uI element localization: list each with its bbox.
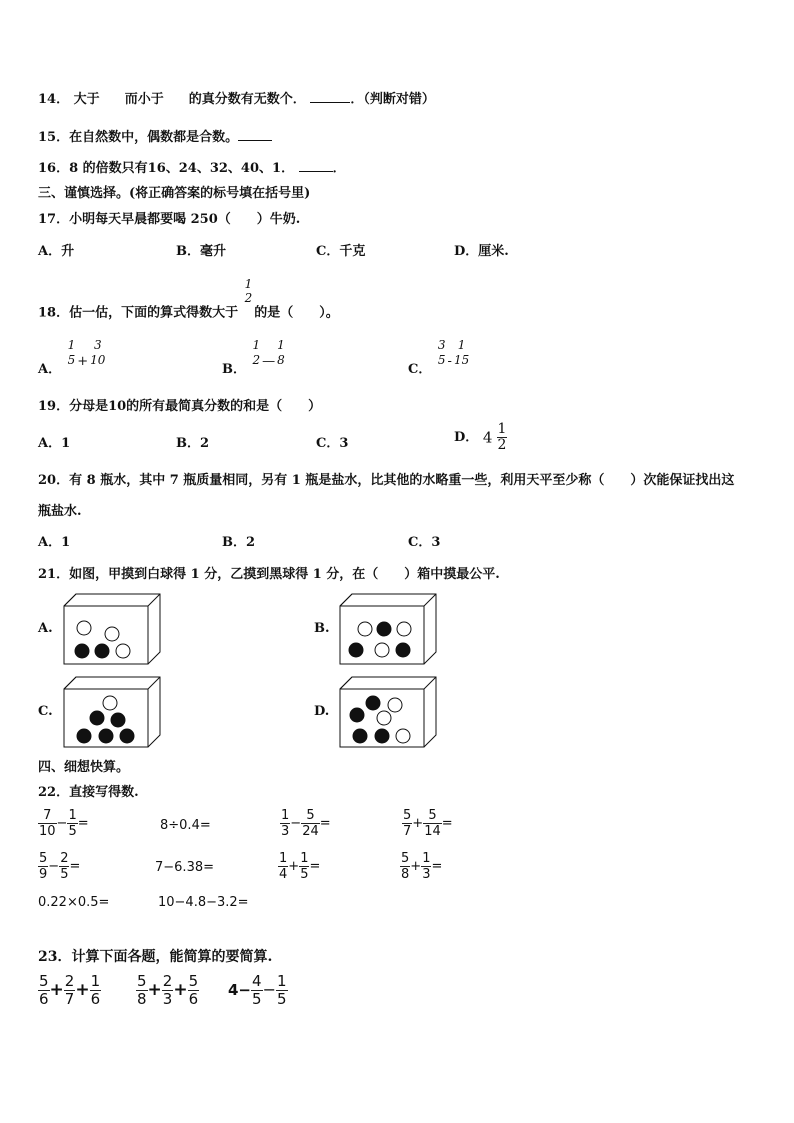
white-ball <box>397 622 411 636</box>
q18-option-c[interactable] <box>408 338 471 377</box>
black-ball <box>95 644 109 658</box>
q22-r1-c2[interactable]: 8÷0.4= <box>160 818 211 833</box>
q14-number: 14． <box>38 92 70 107</box>
operator: − <box>56 816 68 831</box>
question-22: 22．直接写得数. <box>38 785 139 800</box>
q18-b-frac2 <box>275 338 287 368</box>
q14-text-part2: 而小于 <box>124 92 164 107</box>
q22-r1-c1[interactable] <box>38 808 89 839</box>
q15-answer-blank[interactable] <box>238 140 272 141</box>
black-ball <box>350 708 364 722</box>
q15-text: 15．在自然数中，偶数都是合数。 <box>38 130 239 145</box>
black-ball <box>377 622 391 636</box>
num: 7 <box>43 808 52 823</box>
q23-expr-2[interactable] <box>136 973 199 1008</box>
q19-d-num: 1 <box>497 421 507 437</box>
num: 2 <box>60 851 69 866</box>
num: 5 <box>403 808 412 823</box>
den: 10 <box>39 824 56 839</box>
white-ball <box>103 696 117 710</box>
operator: + <box>288 859 300 874</box>
q22-r3-c2[interactable]: 10−4.8−3.2= <box>158 895 249 910</box>
num: 5 <box>39 851 48 866</box>
operator: − <box>262 980 276 999</box>
q14-text-part1: 大于 <box>73 92 100 107</box>
den: 5 <box>276 990 287 1008</box>
q14-text-part4: ．（判断对错） <box>350 92 435 107</box>
q18-a-frac1-num: 1 <box>67 338 76 352</box>
black-ball <box>90 711 104 725</box>
q19-option-b[interactable]: B．2 <box>176 436 210 451</box>
equals: = <box>309 859 321 874</box>
den: 5 <box>300 867 309 882</box>
q14-answer-blank[interactable] <box>310 102 350 103</box>
q16-text: 16．8 的倍数只有16、24、32、40、1． <box>38 161 295 176</box>
q16-answer-blank[interactable] <box>299 171 333 172</box>
q22-r3-c1[interactable]: 0.22×0.5= <box>38 895 110 910</box>
operator: − <box>48 859 60 874</box>
den: 3 <box>162 990 173 1008</box>
equals: = <box>441 816 453 831</box>
white-ball <box>358 622 372 636</box>
q19-option-c[interactable]: C．3 <box>316 436 349 451</box>
q18-option-a[interactable] <box>38 338 107 377</box>
question-14 <box>38 88 435 107</box>
q18-a-frac2-den: 10 <box>90 353 106 367</box>
q17-option-d[interactable]: D．厘米. <box>454 244 509 259</box>
q19-d-fraction <box>497 422 508 453</box>
den: 7 <box>64 990 75 1008</box>
num: 1 <box>279 851 288 866</box>
equals: = <box>69 859 81 874</box>
num: 2 <box>64 972 75 990</box>
q18-a-frac1-den: 5 <box>67 353 76 367</box>
den: 3 <box>281 824 290 839</box>
white-ball <box>77 621 91 635</box>
q16-tail: ． <box>332 161 346 176</box>
q23-expr-1[interactable] <box>38 973 101 1008</box>
q17-option-b[interactable]: B．毫升 <box>176 244 226 259</box>
num: 2 <box>162 972 173 990</box>
q22-r1-c3[interactable] <box>280 808 331 839</box>
lead: 4− <box>228 981 252 999</box>
q18-option-c-label: C． <box>408 361 432 377</box>
q19-d-mixed-number <box>483 422 508 453</box>
operator: + <box>147 980 162 1000</box>
white-ball <box>116 644 130 658</box>
black-ball <box>75 644 89 658</box>
q22-r2-c2[interactable]: 7−6.38= <box>155 860 215 875</box>
q18-b-frac2-num: 1 <box>277 338 285 352</box>
q18-a-operator: + <box>77 353 89 369</box>
white-ball <box>375 643 389 657</box>
num: 5 <box>428 808 437 823</box>
den: 5 <box>60 867 69 882</box>
num: 4 <box>252 972 262 990</box>
q22-r1-c4[interactable] <box>402 808 453 839</box>
q18-a-frac2-num: 3 <box>93 338 102 352</box>
num: 5 <box>401 851 410 866</box>
q18-c-frac1-den: 5 <box>437 353 446 367</box>
q18-option-b[interactable] <box>222 338 287 377</box>
q20-option-b[interactable]: B．2 <box>222 535 256 550</box>
den: 3 <box>422 867 431 882</box>
operator: + <box>49 980 64 1000</box>
white-ball <box>388 698 402 712</box>
black-ball <box>366 696 380 710</box>
black-ball <box>349 643 363 657</box>
num: 1 <box>90 972 101 990</box>
num: 1 <box>422 851 431 866</box>
q18-a-frac2 <box>88 338 107 368</box>
num: 5 <box>137 972 147 990</box>
question-17: 17．小明每天早晨都要喝 250（ ）牛奶. <box>38 212 301 227</box>
black-ball <box>99 729 113 743</box>
q18-half-numerator: 1 <box>244 277 253 291</box>
q21-option-a-label[interactable]: A. <box>38 621 53 636</box>
q20-option-c[interactable]: C．3 <box>408 535 441 550</box>
q21-box-b[interactable] <box>338 592 438 666</box>
q22-r2-c1[interactable] <box>38 851 80 882</box>
den: 5 <box>68 824 77 839</box>
num: 1 <box>276 972 287 990</box>
num: 5 <box>188 972 199 990</box>
q20-option-a[interactable]: A．1 <box>38 535 71 550</box>
equals: = <box>319 816 331 831</box>
q14-text-part3: 的真分数有无数个． <box>188 92 306 107</box>
q22-r2-c4[interactable] <box>400 851 442 882</box>
q18-option-b-label: B． <box>222 361 246 377</box>
black-ball <box>375 729 389 743</box>
q19-option-d[interactable] <box>454 422 507 453</box>
q17-option-c[interactable]: C．千克 <box>316 244 366 259</box>
operator: + <box>410 859 422 874</box>
equals: = <box>77 816 89 831</box>
q19-d-den: 2 <box>497 437 507 453</box>
q18-b-frac2-den: 8 <box>277 353 285 367</box>
white-ball <box>377 711 391 725</box>
q18-c-frac1-num: 3 <box>437 338 446 352</box>
q23-expr-3[interactable] <box>228 973 288 1008</box>
den: 24 <box>302 824 319 839</box>
black-ball <box>120 729 134 743</box>
q17-option-a[interactable]: A．升 <box>38 244 75 259</box>
den: 9 <box>39 867 48 882</box>
q21-box-a[interactable] <box>62 592 162 666</box>
q18-b-frac1-den: 2 <box>252 353 261 367</box>
black-ball <box>353 729 367 743</box>
q22-r2-c3[interactable] <box>278 851 320 882</box>
section-4-title: 四、细想快算。 <box>38 760 130 775</box>
q18-text-part1: 18．估一估，下面的算式得数大于 <box>38 305 239 321</box>
den: 8 <box>137 990 147 1008</box>
q19-option-a[interactable]: A．1 <box>38 436 71 451</box>
q18-half-denominator: 2 <box>244 291 253 305</box>
q21-box-c[interactable] <box>62 675 162 749</box>
den: 8 <box>401 867 410 882</box>
q18-a-frac1 <box>66 338 78 368</box>
num: 5 <box>306 808 315 823</box>
operator: + <box>173 980 188 1000</box>
q18-text-part2: 的是（ ）。 <box>254 305 339 321</box>
q18-b-frac1 <box>251 338 263 368</box>
num: 1 <box>300 851 309 866</box>
question-18 <box>38 277 339 327</box>
operator: − <box>290 816 302 831</box>
question-23: 23．计算下面各题，能简算的要简算. <box>38 949 273 965</box>
q21-option-d-label[interactable]: D. <box>314 704 330 719</box>
q18-b-operator: — <box>262 353 276 369</box>
operator: + <box>412 816 424 831</box>
q18-c-frac2-den: 15 <box>453 353 470 367</box>
q21-option-c-label[interactable]: C. <box>38 704 53 719</box>
question-21: 21．如图，甲摸到白球得 1 分，乙摸到黑球得 1 分，在（ ）箱中摸最公平. <box>38 567 500 582</box>
black-ball <box>77 729 91 743</box>
q19-d-whole: 4 <box>482 428 493 447</box>
den: 4 <box>279 867 288 882</box>
question-20-line1: 20．有 8 瓶水，其中 7 瓶质量相同，另有 1 瓶是盐水，比其他的水略重一些，利用天平至少称（ ）次能保证找出这 <box>38 473 735 488</box>
question-16 <box>38 157 346 176</box>
question-19: 19．分母是10的所有最简真分数的和是（ ） <box>38 399 322 414</box>
q18-c-frac2-num: 1 <box>457 338 466 352</box>
den: 7 <box>403 824 412 839</box>
den: 6 <box>188 990 199 1008</box>
den: 6 <box>39 990 49 1008</box>
white-ball <box>396 729 410 743</box>
den: 5 <box>252 990 262 1008</box>
white-ball <box>105 627 119 641</box>
num: 1 <box>68 808 77 823</box>
den: 6 <box>90 990 101 1008</box>
q18-c-operator: - <box>447 353 452 369</box>
black-ball <box>396 643 410 657</box>
q21-box-d[interactable] <box>338 675 438 749</box>
q18-c-frac1 <box>436 338 448 368</box>
equals: = <box>431 859 443 874</box>
q18-half-fraction <box>243 277 255 305</box>
q18-c-frac2 <box>452 338 471 368</box>
num: 5 <box>39 972 49 990</box>
operator: + <box>75 980 90 1000</box>
q19-option-d-label: D． <box>454 430 479 445</box>
q21-option-b-label[interactable]: B. <box>314 621 330 636</box>
q18-b-frac1-num: 1 <box>252 338 261 352</box>
question-20-line2: 瓶盐水. <box>38 504 82 519</box>
den: 14 <box>424 824 441 839</box>
q18-option-a-label: A． <box>38 361 62 377</box>
section-3-title: 三、谨慎选择。(将正确答案的标号填在括号里) <box>38 186 311 201</box>
num: 1 <box>281 808 290 823</box>
black-ball <box>111 713 125 727</box>
question-15 <box>38 126 272 145</box>
